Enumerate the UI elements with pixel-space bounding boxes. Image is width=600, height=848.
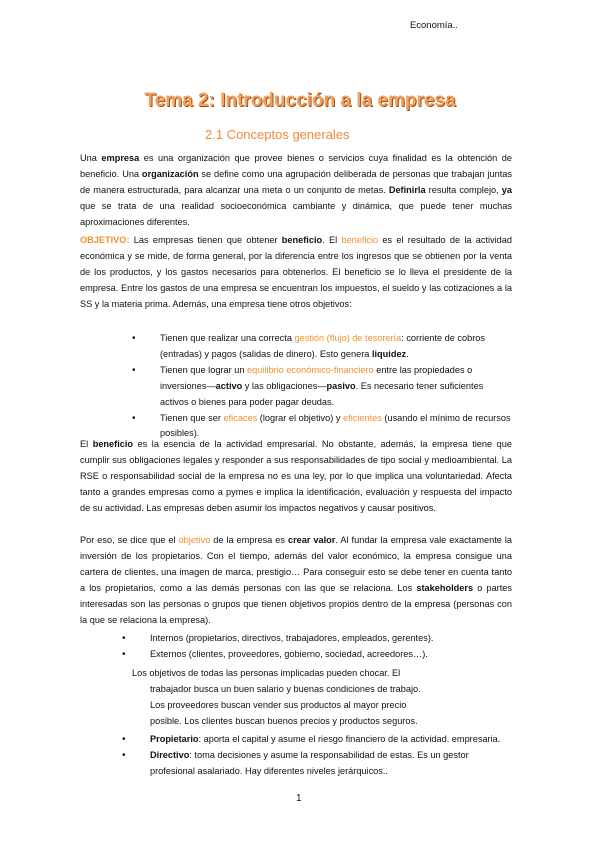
list-item: • Propietario: aporta el capital y asume el riesgo financiero de la actividad. empresaria.	[150, 732, 512, 748]
section-subtitle: 2.1 Conceptos generales	[205, 127, 350, 142]
stakeholders-list	[150, 631, 512, 663]
text-line: trabajador busca un buen salario y buenas condiciones de trabajo.	[150, 683, 421, 694]
list-item: • Tienen que lograr un equilibrio económico-financiero entre las propiedades o inversiones—activo y las obligaciones—pasivo. Es necesario tener suficientes activos o bienes para poder pagar deudas.	[160, 363, 512, 411]
list-item: • Directivo: toma decisiones y asume la responsabilidad de estas. Es un gestor profesional asalariado. Hay diferentes niveles jerárquicos..	[150, 748, 512, 780]
header-text: Economía..	[409, 20, 458, 31]
paragraph-value: Por eso, se dice que el objetivo de la empresa es crear valor. Al fundar la empresa vale exactamente la inversión de los propietarios. Con el tiempo, además del valor económico, la empresa consigue una cartera de clientes, una imagen de marca, prestigio… Para conseguir esto se debe tener en cuenta tanto a los propietarios, como a las demás personas con las que se relaciona. Los stakeholders o partes interesadas son las personas o grupos que tienen objetivos propios dentro de la empresa (personas con la que se relaciona la empresa).	[80, 535, 512, 625]
paragraph-conflicts	[132, 666, 512, 730]
paragraph-definition: Una empresa es una organización que provee bienes o servicios cuya finalidad es la obtención de beneficio. Una organización se define como una agrupación deliberada de personas que trabajan juntas de manera estructurada, para alcanzar una meta o un conjunto de metas. Definirla resulta complejo, ya que se trata de una realidad socioeconómica cambiante y dinámica, que puede tener muchas aproximaciones diferentes.	[80, 153, 512, 227]
paragraph-objective: OBJETIVO: Las empresas tienen que obtener beneficio. El beneficio es el resultado de la actividad económica y se mide, de forma general, por la diferencia entre los ingresos que se obtienen por la venta de los productos, y los gastos necesarios para obtenerlos. El beneficio se lo lleva el presidente de la empresa. Entre los gastos de una empresa se encuentran los impuestos, el sueldo y las cotizaciones a la SS y la materia prima. Además, una empresa tiene otros objetivos:	[80, 235, 512, 309]
objective-label: OBJETIVO:	[80, 235, 130, 245]
list-item: • Externos (clientes, proveedores, gobierno, sociedad, acreedores…).	[150, 647, 512, 663]
roles-list	[150, 732, 512, 780]
list-item: • Internos (propietarios, directivos, trabajadores, empleados, gerentes).	[150, 631, 512, 647]
page-title: Tema 2: Introducción a la empresa	[144, 90, 456, 111]
paragraph-rse: El beneficio es la esencia de la actividad empresarial. No obstante, además, la empresa tiene que cumplir sus obligaciones legales y responder a sus responsabilidades de tipo social y medioambiental. La RSE o responsabilidad social de la empresa no es una ley, por lo que implica una voluntariedad. Afecta tanto a grandes empresas como a pymes e implica la identificación, evaluación y respuesta del impacto de su actividad. Las empresas deben asumir los impactos negativos y causar positivos.	[80, 439, 512, 513]
text-line: Los proveedores buscan vender sus productos al mayor precio	[150, 699, 407, 710]
text-line: Los objetivos de todas las personas implicadas pueden chocar. El	[132, 668, 401, 678]
list-item: • Tienen que ser eficaces (lograr el objetivo) y eficientes (usando el mínimo de recursos posibles).	[160, 411, 512, 443]
page-number: 1	[296, 793, 302, 804]
list-item: • Tienen que realizar una correcta gestión (flujo) de tesorería: corriente de cobros (entradas) y pagos (salidas de dinero). Esto genera liquidez.	[160, 331, 512, 363]
objectives-list	[160, 331, 512, 442]
text-line: posible. Los clientes buscan buenos precios y productos seguros.	[150, 715, 418, 726]
